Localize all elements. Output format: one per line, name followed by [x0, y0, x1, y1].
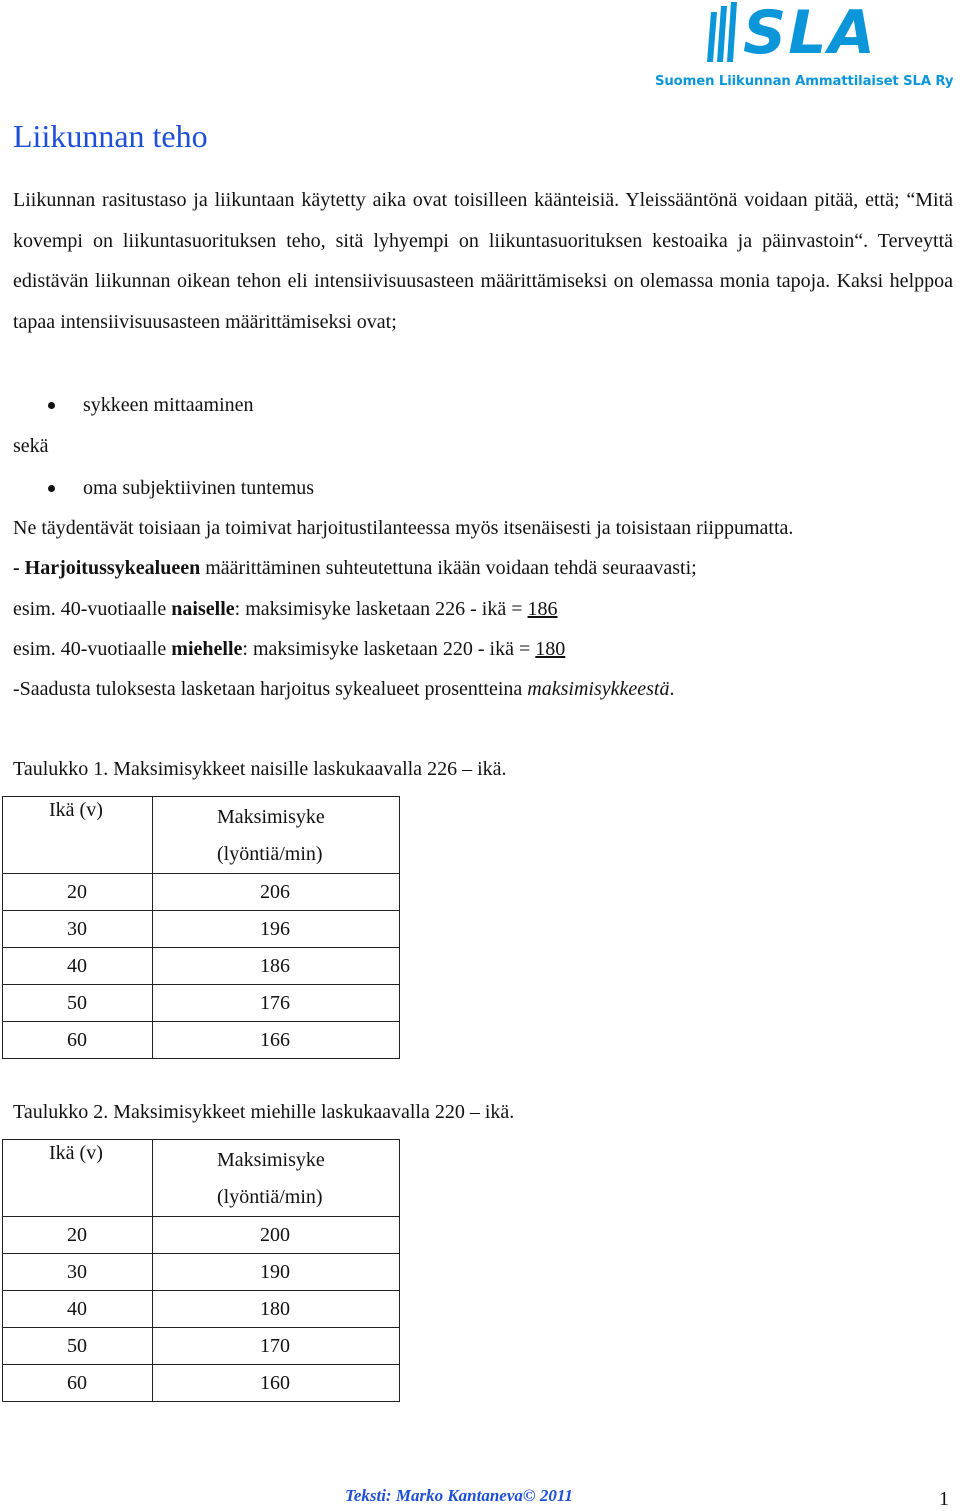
logo-stripes-icon: [703, 2, 743, 64]
example-formula: : maksimisyke lasketaan 226 - ikä =: [234, 598, 528, 620]
percent-italic: maksimisykkeestä: [527, 678, 670, 700]
zone-rest: määrittäminen suhteutettuna ikään voidaan tehdä seuraavasti;: [200, 557, 697, 579]
logo-org-name: Suomen Liikunnan Ammattilaiset SLA Ry: [655, 74, 954, 89]
max-cell: 206: [153, 874, 400, 911]
header-max: [153, 797, 400, 874]
max-cell: 200: [153, 1217, 400, 1254]
table-row: [3, 1254, 400, 1291]
example-gender: naiselle: [171, 598, 235, 620]
bullet-subjective: oma subjektiivinen tuntemus: [83, 477, 315, 499]
logo-letters: SLA: [743, 0, 877, 68]
example-result: 186: [527, 598, 558, 620]
example-result: 180: [535, 638, 566, 660]
percent-suffix: .: [669, 678, 675, 700]
sla-logo: [655, 0, 955, 100]
age-cell: 20: [3, 1217, 153, 1254]
header-age: Ikä (v): [3, 1140, 153, 1217]
bullet-dot: [48, 402, 55, 409]
max-cell: 160: [153, 1365, 400, 1402]
percent-text: [13, 676, 674, 702]
max-cell: 186: [153, 948, 400, 985]
age-cell: 60: [3, 1365, 153, 1402]
table2: [2, 1139, 400, 1402]
example-formula: : maksimisyke lasketaan 220 - ikä =: [242, 638, 536, 660]
age-cell: 50: [3, 1328, 153, 1365]
table-row: [3, 985, 400, 1022]
table-header-row: [3, 797, 400, 874]
table-header-row: [3, 1140, 400, 1217]
header-age: Ikä (v): [3, 797, 153, 874]
max-cell: 170: [153, 1328, 400, 1365]
header-max-line1: Maksimisyke: [217, 806, 325, 828]
bullet-dot: [48, 485, 55, 492]
table-row: [3, 1022, 400, 1059]
header-max-line1: Maksimisyke: [217, 1149, 325, 1171]
example-female: [13, 596, 558, 622]
age-cell: 50: [3, 985, 153, 1022]
table1-caption: Taulukko 1. Maksimisykkeet naisille laskukaavalla 226 – ikä.: [13, 758, 507, 780]
table-row: [3, 1328, 400, 1365]
age-cell: 60: [3, 1022, 153, 1059]
complement-text: Ne täydentävät toisiaan ja toimivat harjoitustilanteessa myös itsenäisesti ja toisistaan riippumatta.: [13, 517, 794, 539]
zone-bold: - Harjoitussykealueen: [13, 557, 201, 579]
max-cell: 166: [153, 1022, 400, 1059]
example-prefix: esim. 40-vuotiaalle: [13, 598, 172, 620]
max-cell: 196: [153, 911, 400, 948]
intro-paragraph: Liikunnan rasitustaso ja liikuntaan käytetty aika ovat toisilleen käänteisiä. Yleissääntönä voidaan pitää, että; “Mitä kovempi on liikuntasuorituksen teho, sitä lyhyempi on liikuntasuorituksen kestoaika ja päinvastoin“. Terveyttä edistävän liikunnan oikean tehon eli intensiivisuusasteen määrittämiseksi on olemassa monia tapoja. Kaksi helppoa tapaa intensiivisuusasteen määrittämiseksi ovat;: [13, 189, 953, 333]
table1: [2, 796, 400, 1059]
table2-caption: Taulukko 2. Maksimisykkeet miehille laskukaavalla 220 – ikä.: [13, 1101, 515, 1123]
table-row: [3, 911, 400, 948]
table-row: [3, 1365, 400, 1402]
header-max: [153, 1140, 400, 1217]
age-cell: 30: [3, 1254, 153, 1291]
page-number: 1: [939, 1488, 949, 1510]
zone-text: [13, 555, 697, 581]
table-row: [3, 1291, 400, 1328]
age-cell: 20: [3, 874, 153, 911]
percent-prefix: -Saadusta tuloksesta lasketaan harjoitus sykealueet prosentteina: [13, 678, 528, 700]
age-cell: 40: [3, 948, 153, 985]
example-gender: miehelle: [171, 638, 243, 660]
header-max-line2: (lyöntiä/min): [217, 1186, 323, 1208]
conjunction-text: sekä: [13, 435, 49, 457]
age-cell: 40: [3, 1291, 153, 1328]
max-cell: 176: [153, 985, 400, 1022]
age-cell: 30: [3, 911, 153, 948]
header-max-line2: (lyöntiä/min): [217, 843, 323, 865]
example-prefix: esim. 40-vuotiaalle: [13, 638, 172, 660]
max-cell: 180: [153, 1291, 400, 1328]
bullet-heart-rate: sykkeen mittaaminen: [83, 394, 254, 416]
page-title: Liikunnan teho: [13, 118, 208, 154]
table-row: [3, 948, 400, 985]
max-cell: 190: [153, 1254, 400, 1291]
footer-credit: Teksti: Marko Kantaneva© 2011: [345, 1486, 573, 1505]
example-male: [13, 636, 565, 662]
table-row: [3, 874, 400, 911]
table-row: [3, 1217, 400, 1254]
